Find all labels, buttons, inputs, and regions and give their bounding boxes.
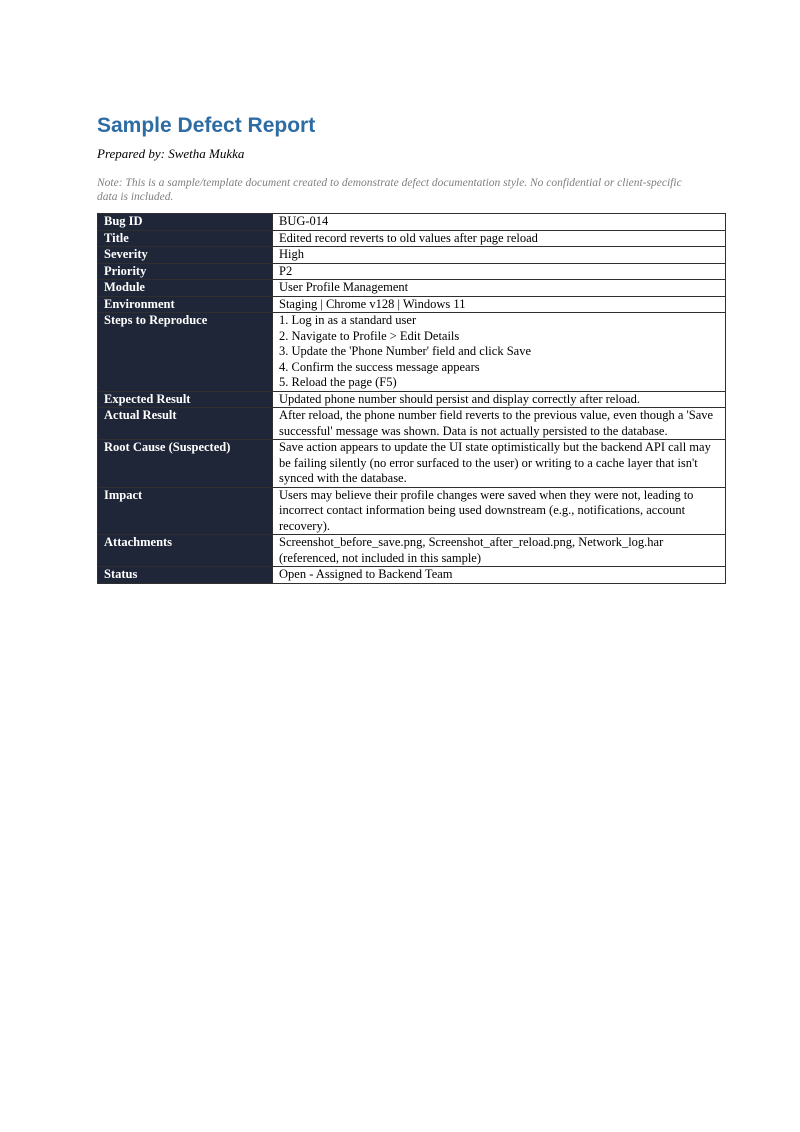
attachments-label: Attachments — [98, 535, 273, 567]
priority-label: Priority — [98, 263, 273, 280]
row-module — [98, 280, 726, 297]
row-attachments — [98, 535, 726, 567]
priority-value: P2 — [273, 263, 726, 280]
status-value: Open - Assigned to Backend Team — [273, 567, 726, 584]
status-label: Status — [98, 567, 273, 584]
actual-result-value: After reload, the phone number field reverts to the previous value, even though a 'Save successful' message was shown. Data is not actually persisted to the database. — [273, 408, 726, 440]
document-page — [97, 112, 726, 584]
title-value: Edited record reverts to old values after page reload — [273, 230, 726, 247]
document-title: Sample Defect Report — [97, 114, 316, 137]
impact-label: Impact — [98, 487, 273, 535]
disclaimer-note: Note: This is a sample/template document created to demonstrate defect documentation style. No confidential or client-specific data is included. — [97, 177, 682, 203]
step-item: 2. Navigate to Profile > Edit Details — [279, 328, 460, 343]
row-bug-id — [98, 214, 726, 231]
environment-label: Environment — [98, 296, 273, 313]
bug-id-label: Bug ID — [98, 214, 273, 231]
root-cause-value: Save action appears to update the UI state optimistically but the backend API call may be failing silently (no error surfaced to the user) or writing to a cache layer that isn't synced with the database. — [273, 440, 726, 488]
defect-report-table — [97, 213, 726, 584]
row-root-cause — [98, 440, 726, 488]
row-severity — [98, 247, 726, 264]
row-environment — [98, 296, 726, 313]
module-label: Module — [98, 280, 273, 297]
step-item: 4. Confirm the success message appears — [279, 359, 480, 374]
severity-value: High — [273, 247, 726, 264]
severity-label: Severity — [98, 247, 273, 264]
row-title — [98, 230, 726, 247]
root-cause-label: Root Cause (Suspected) — [98, 440, 273, 488]
steps-value — [273, 313, 726, 392]
steps-label: Steps to Reproduce — [98, 313, 273, 392]
prepared-by: Prepared by: Swetha Mukka — [97, 146, 245, 161]
attachments-value: Screenshot_before_save.png, Screenshot_after_reload.png, Network_log.har (referenced, not included in this sample) — [273, 535, 726, 567]
row-priority — [98, 263, 726, 280]
title-label: Title — [98, 230, 273, 247]
row-actual-result — [98, 408, 726, 440]
expected-result-value: Updated phone number should persist and display correctly after reload. — [273, 391, 726, 408]
row-steps — [98, 313, 726, 392]
actual-result-label: Actual Result — [98, 408, 273, 440]
step-item: 1. Log in as a standard user — [279, 313, 417, 327]
step-item: 3. Update the 'Phone Number' field and click Save — [279, 344, 532, 358]
impact-value: Users may believe their profile changes were saved when they were not, leading to incorrect contact information being used downstream (e.g., notifications, account recovery). — [273, 487, 726, 535]
row-impact — [98, 487, 726, 535]
expected-result-label: Expected Result — [98, 391, 273, 408]
row-status — [98, 567, 726, 584]
environment-value: Staging | Chrome v128 | Windows 11 — [273, 296, 726, 313]
step-item: 5. Reload the page (F5) — [279, 375, 397, 389]
row-expected-result — [98, 391, 726, 408]
bug-id-value: BUG-014 — [273, 214, 726, 231]
module-value: User Profile Management — [273, 280, 726, 297]
